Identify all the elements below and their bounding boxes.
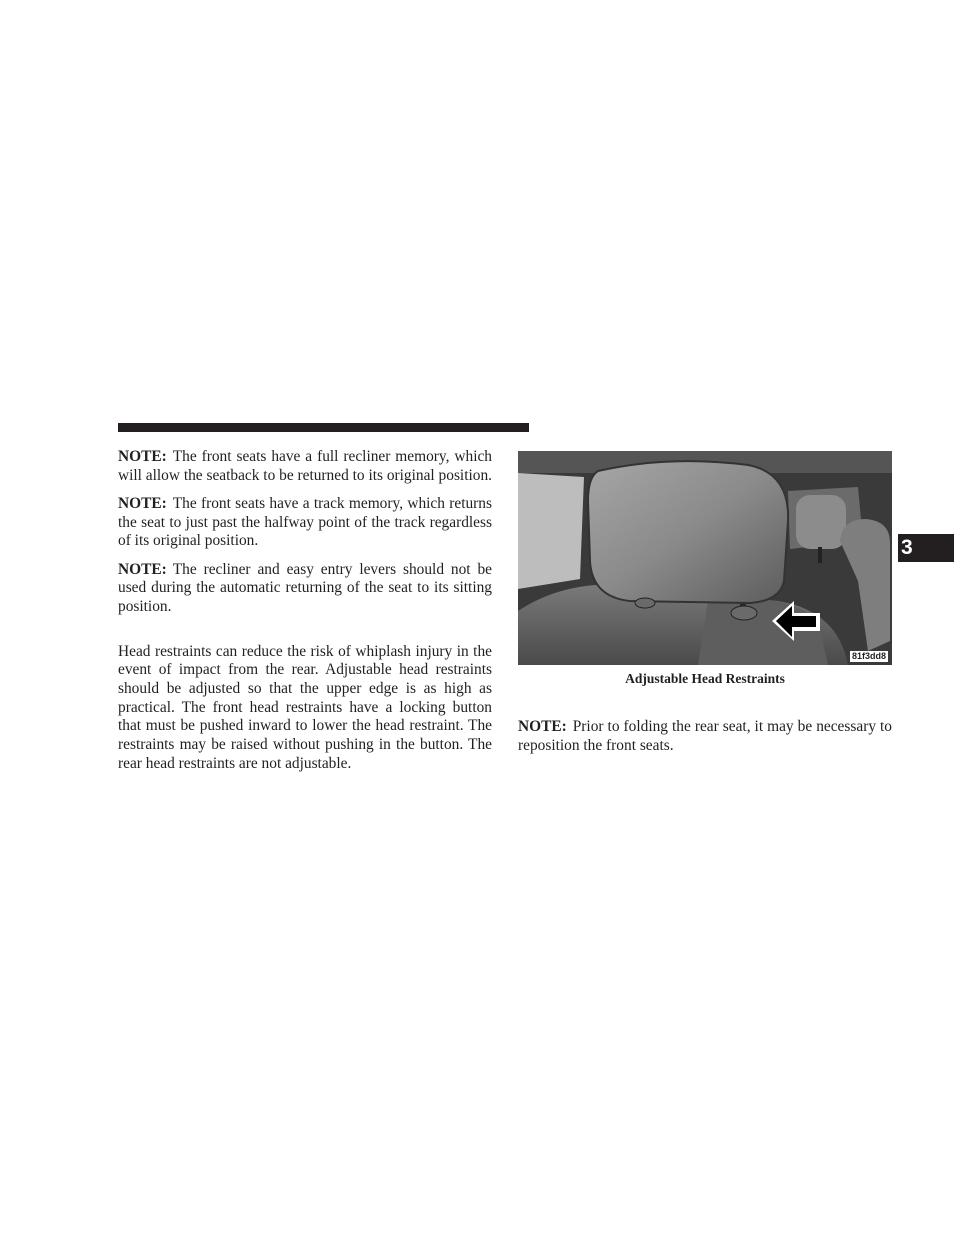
note-recliner-memory (118, 448, 492, 485)
head-restraint-photo (518, 451, 892, 665)
head-restraints-paragraph: Head restraints can reduce the risk of whiplash injury in the event of impact from the rear. Adjustable head restraints should be adjusted so that the upper edge is as high as practical. The front head restraints have a locking button that must be pushed inward to lower the head restraint. The restraints may be raised without pushing in the button. The rear head restraints are not adjustable. (118, 642, 492, 772)
right-column (518, 718, 892, 755)
note-label: NOTE: (518, 718, 567, 735)
left-column (118, 448, 492, 774)
note-rear-seat (518, 718, 892, 755)
figure-caption: Adjustable Head Restraints (625, 671, 785, 686)
note-text: The front seats have a full recliner memory, which will allow the seatback to be returned to its original position. (118, 448, 492, 484)
note-track-memory (118, 495, 492, 551)
head-restraint-illustration (518, 451, 892, 665)
note-text: The recliner and easy entry levers should not be used during the automatic returning of the seat to its sitting position. (118, 560, 492, 615)
note-text: The front seats have a track memory, which returns the seat to just past the halfway point of the track regardless of its original position. (118, 494, 492, 550)
chapter-tab: 3 (898, 534, 954, 562)
note-label: NOTE: (118, 494, 167, 512)
note-text: Prior to folding the rear seat, it may be necessary to reposition the front seats. (518, 718, 892, 754)
note-label: NOTE: (118, 448, 167, 465)
section-divider-rule (118, 423, 529, 432)
figure-code-label: 81f3dd8 (851, 651, 886, 661)
note-label: NOTE: (118, 560, 167, 578)
note-levers (118, 561, 492, 617)
